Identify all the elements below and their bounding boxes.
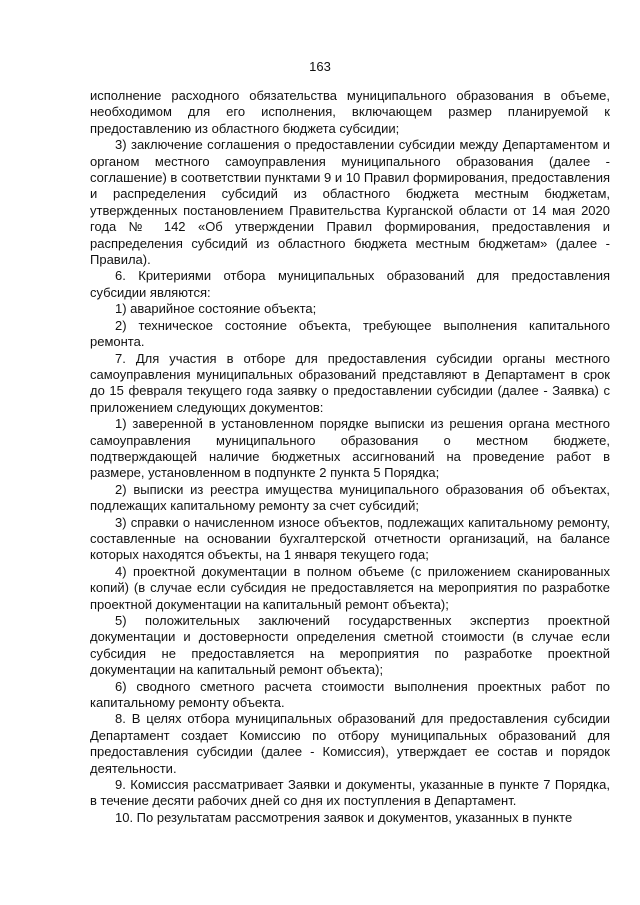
paragraph: 9. Комиссия рассматривает Заявки и документы, указанные в пункте 7 Порядка, в течение десяти рабочих дней со дня их поступления в Департамент. xyxy=(90,777,610,809)
paragraph: 4) проектной документации в полном объеме (с приложением сканированных копий) (в случае если субсидия не предоставляется на мероприятия по разработке проектной документации на капитальный ремонт объекта); xyxy=(90,563,610,612)
paragraph: 6. Критериями отбора муниципальных образований для предоставления субсидии являются: xyxy=(90,268,610,300)
paragraph: 3) справки о начисленном износе объектов, подлежащих капитальному ремонту, составленные на основании бухгалтерской отчетности организаций, на балансе которых находятся объекты, на 1 января текущего года; xyxy=(90,514,610,563)
paragraph: 7. Для участия в отборе для предоставления субсидии органы местного самоуправления муниципальных образований представляют в Департамент в срок до 15 февраля текущего года заявку о предоставлении субсидии (далее - Заявка) с приложением следующих документов: xyxy=(90,350,610,415)
paragraph: 2) техническое состояние объекта, требующее выполнения капитального ремонта. xyxy=(90,317,610,350)
paragraph: 6) сводного сметного расчета стоимости выполнения проектных работ по капитальному ремонту объекта. xyxy=(90,678,610,711)
paragraph: 1) аварийное состояние объекта; xyxy=(115,301,317,317)
page-number: 163 xyxy=(309,59,331,74)
paragraph: 10. По результатам рассмотрения заявок и документов, указанных в пункте xyxy=(115,809,573,825)
paragraph: 5) положительных заключений государственных экспертиз проектной документации и достоверности определения сметной стоимости (в случае если субсидия не предоставляется на мероприятия по разработке проектной документации на капитальный ремонт объекта); xyxy=(90,613,610,678)
paragraph: 8. В целях отбора муниципальных образований для предоставления субсидии Департамент создает Комиссию по отбору муниципальных образований для предоставления субсидии (далее - Комиссия), утверждает ее состав и порядок деятельности. xyxy=(90,711,610,776)
paragraph: 1) заверенной в установленном порядке выписки из решения органа местного самоуправления муниципального образования о местном бюджете, подтверждающей наличие бюджетных ассигнований на проведение работ в размере, установленном в подпункте 2 пункта 5 Порядка; xyxy=(90,416,610,481)
paragraph: 2) выписки из реестра имущества муниципального образования об объектах, подлежащих капитальному ремонту за счет субсидий; xyxy=(90,481,610,514)
paragraph: исполнение расходного обязательства муниципального образования в объеме, необходимом для его исполнения, включающем размер планируемой к предоставлению из областного бюджета субсидии; xyxy=(90,88,610,136)
paragraph: 3) заключение соглашения о предоставлении субсидии между Департаментом и органом местного самоуправления муниципального образования (далее - соглашение) в соответствии пунктами 9 и 10 Правил формирования, предоставления и распределения субсидий из областного бюджета местным бюджетам, утвержденных постановлением Правительства Курганской области от 14 мая 2020 года № 142 «Об утверждении Правил формирования, предоставления и распределения субсидий из областного бюджета местным бюджетам» (далее - Правила). xyxy=(90,137,610,268)
document-body xyxy=(90,88,610,826)
